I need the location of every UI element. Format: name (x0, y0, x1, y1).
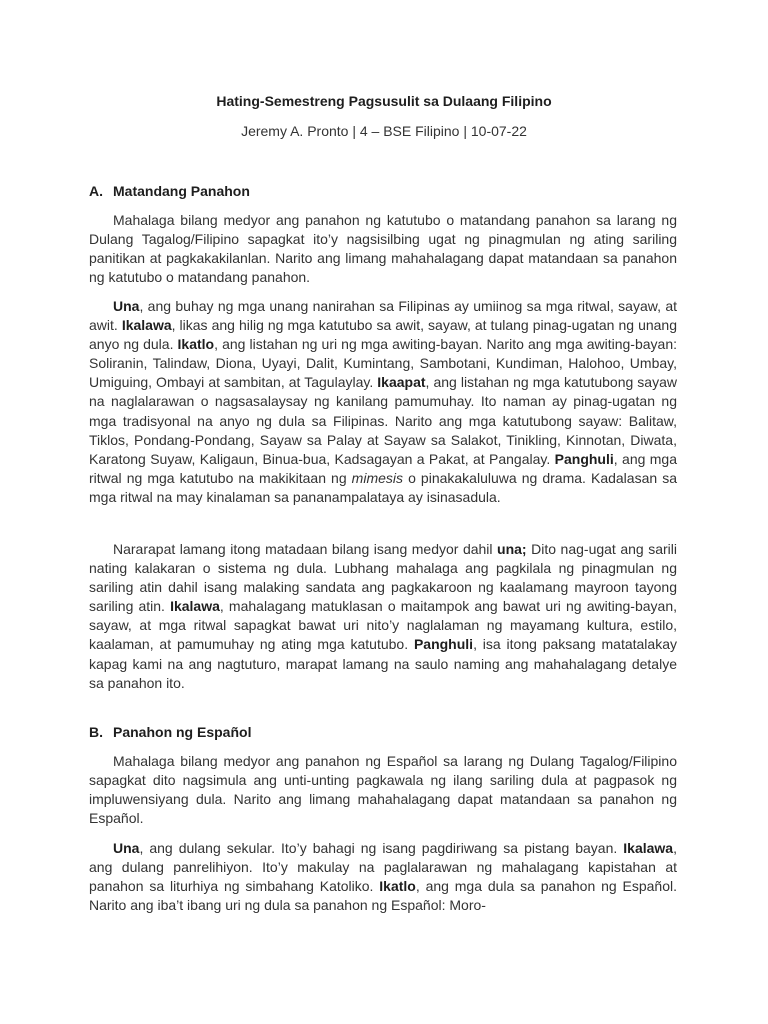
paragraph-text: , isa itong paksang matatalakay kapag kami na ang nagtuturo, marapat lamang na saulo naming ang mahahalagang detalye sa panahon ito. (89, 636, 677, 691)
paragraph-text: , ang dulang sekular. Ito’y bahagi ng isang pagdiriwang sa pistang bayan. (139, 840, 624, 856)
section-b-paragraph-1: Mahalaga bilang medyor ang panahon ng Español sa larang ng Dulang Tagalog/Filipino sapagkat dito nagsimula ang unti-unting pagkawala ng ilang sariling dula at pagpasok ng impluwensiyang dula. Narito ang limang mahahalagang dapat matandaan sa panahon ng Español. (89, 753, 677, 827)
paragraph-text: o pinakakaluluwa ng drama. Kadalasan sa mga ritwal na may kinalaman sa pananampalataya ay isinasadula. (89, 469, 677, 505)
paragraph-text: Dito nag-ugat ang sarili nating kalakaran o sistema ng dula. Lubhang mahalaga ang pagkilala ng pinagmulan ng sariling atin dahil isang malaking sandata ang pagkakaroon ng kaalamang mayroon tayong sariling atin. (89, 541, 677, 615)
section-b-letter: B. (89, 724, 103, 740)
paragraph-text: Nararapat lamang itong matadaan bilang isang medyor dahil (113, 541, 498, 557)
keyword-ikalawa: Ikalawa (623, 840, 674, 856)
keyword-panghuli: Panghuli (413, 636, 474, 653)
paragraph-text: , ang mga dula sa panahon ng Español. Narito ang iba’t ibang uri ng dula sa panahon ng Español: Moro- (89, 878, 677, 914)
keyword-una: una; (497, 541, 527, 557)
keyword-una: Una (113, 298, 140, 314)
section-a-paragraph-3 (89, 540, 677, 693)
document-title: Hating-Semestreng Pagsusulit sa Dulaang Filipino (216, 93, 552, 109)
paragraph-text: , ang buhay ng mga unang nanirahan sa Filipinas ay umiinog sa mga ritwal, sayaw, at awit. (89, 298, 677, 334)
author-byline: Jeremy A. Pronto | 4 – BSE Filipino | 10-07-22 (241, 123, 527, 139)
section-b-heading (89, 724, 251, 740)
section-a-letter: A. (89, 183, 103, 199)
keyword-ikalawa: Ikalawa (121, 317, 172, 334)
paragraph-text: , ang listahan ng uri ng mga awiting-bayan. Narito ang mga awiting-bayan: Soliranin, Talindaw, Diona, Uyayi, Dalit, Kumintang, Sambotani, Kundiman, Halohoo, Umbay, Umiguing, Ombayi at sambitan, at Tagulaylay. (89, 336, 677, 391)
keyword-ikatlo: Ikatlo (177, 336, 215, 353)
paragraph-text: , ang dulang panrelihiyon. Ito’y makulay na paglalarawan ng mahalagang kapistahan at panahon sa liturhiya ng simbahang Katoliko. (89, 840, 677, 895)
keyword-mimesis: mimesis (351, 469, 404, 486)
section-a-paragraph-2 (89, 297, 677, 507)
section-b-title: Panahon ng Español (113, 724, 252, 740)
section-a-paragraph-1: Mahalaga bilang medyor ang panahon ng katutubo o matandang panahon sa larang ng Dulang Tagalog/Filipino sapagkat ito’y nagsisilbing ugat ng pinagmulan ng ating sariling panitikan at pagkakakilanlan. Narito ang limang mahahalagang dapat matandaan sa panahon ng katutubo o matandang panahon. (89, 212, 677, 286)
paragraph-text: , mahalagang matuklasan o maitampok ang bawat uri ng awiting-bayan, sayaw, at mga ritwal sapagkat bawat uri nito’y naglalaman ng mayamang kultura, estilo, kaalaman, at pamumuhay ng ating mga katutubo. (89, 598, 677, 653)
paragraph-text: , likas ang hilig ng mga katutubo sa awit, sayaw, at tulang pinag-ugatan ng unang anyo ng dula. (89, 317, 677, 353)
keyword-una: Una (113, 840, 140, 856)
paragraph-text: , ang mga ritwal ng mga katutubo na makikitaan ng (89, 450, 677, 486)
section-a-title: Matandang Panahon (113, 183, 250, 199)
keyword-ikaapat: Ikaapat (377, 374, 426, 391)
section-a-heading (89, 183, 250, 199)
keyword-panghuli: Panghuli (554, 450, 614, 467)
paragraph-text: , ang listahan ng mga katutubong sayaw na naglalarawan o nagsasalaysay ng kanilang pamumuhay. Ito naman ay pinag-ugatan ng mga tradisyonal na anyo ng dula sa Filipinas. Narito ang mga katutubong sayaw: Balitaw, Tiklos, Pondang-Pondang, Sayaw sa Palay at Sayaw sa Salakot, Tinikling, Kinnotan, Diwata, Karatong Suyaw, Kaligaun, Binua-bua, Kadsagayan a Pakat, at Pangalay. (89, 374, 677, 467)
keyword-ikatlo: Ikatlo (379, 878, 416, 895)
keyword-ikalawa: Ikalawa (170, 598, 220, 615)
section-b-paragraph-2 (89, 839, 677, 915)
